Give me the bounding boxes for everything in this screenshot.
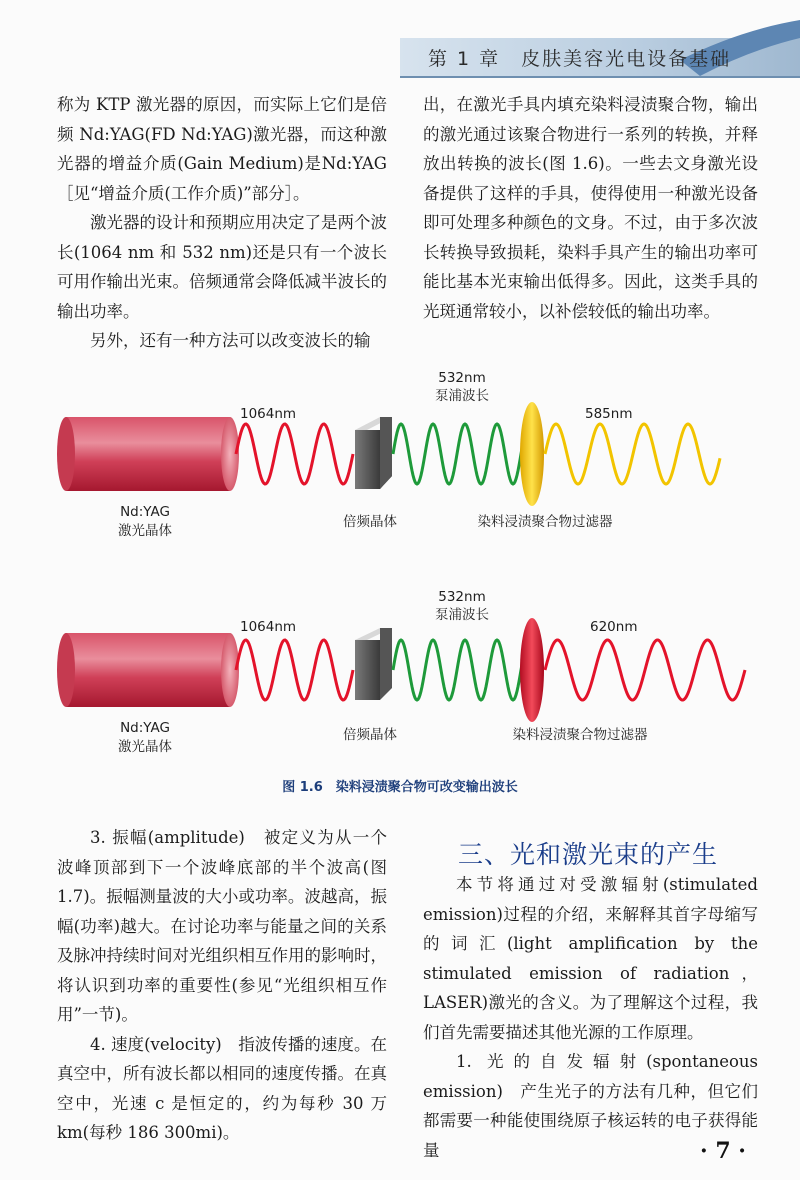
paragraph: 激光器的设计和预期应用决定了是两个波长(1064 nm 和 532 nm)还是只有一个波长可用作输出光束。倍频通常会降低减半波长的输出功率。: [57, 213, 387, 321]
label-crystal-name: Nd:YAG: [120, 504, 170, 520]
label-pump-wavelength: 532nm: [438, 370, 486, 386]
label-filter: 染料浸渍聚合物过滤器: [512, 727, 648, 743]
label-input-wavelength: 1064nm: [240, 619, 297, 635]
label-output-wavelength: 585nm: [585, 406, 633, 422]
diagram-bottom: [57, 618, 745, 722]
nd-yag-crystal: [66, 417, 230, 491]
wave-532nm: [393, 640, 522, 700]
label-doubler: 倍频晶体: [343, 514, 397, 530]
paragraph: 1. 光的自发辐射(spontaneous emission) 产生光子的方法有几种，但它们都需要一种能使围绕原子核运转的电子获得能量: [423, 1052, 758, 1160]
paragraph: 称为 KTP 激光器的原因，而实际上它们是倍频 Nd:YAG(FD Nd:YAG)激光器，而这种激光器的增益介质(Gain Medium)是Nd:YAG［见“增益介质(工作介质)”部分］。: [57, 95, 387, 203]
frequency-doubler-crystal: [355, 417, 392, 489]
label-pump: 泵浦波长: [435, 388, 489, 404]
label-crystal-type: 激光晶体: [118, 523, 172, 539]
left-column-bottom: [57, 823, 387, 1148]
label-filter: 染料浸渍聚合物过滤器: [477, 514, 613, 530]
page-number: · 7 ·: [700, 1138, 746, 1164]
label-crystal-name: Nd:YAG: [120, 720, 170, 736]
wave-1064nm: [236, 640, 353, 700]
paragraph: 出，在激光手具内填充染料浸渍聚合物，输出的激光通过该聚合物进行一系列的转换，并释放出转换的波长(图 1.6)。一些去文身激光设备提供了这样的手具，使得使用一种激光设备即可处理多种颜色的文身。不过，由于多次波长转换导致损耗，染料手具产生的输出功率可能比基本光束输出低得多。因此，这类手具的光斑通常较小，以补偿较低的输出功率。: [423, 95, 758, 321]
wave-1064nm: [236, 424, 353, 484]
dye-polymer-filter: [520, 402, 544, 506]
wave-585nm: [545, 424, 720, 484]
section-heading: 三、光和激光束的产生: [458, 840, 719, 869]
paragraph: 4. 速度(velocity) 指波传播的速度。在真空中，所有波长都以相同的速度传播。在真空中，光速 c 是恒定的，约为每秒 30 万 km(每秒 186 300mi)。: [57, 1034, 387, 1142]
label-pump: 泵浦波长: [435, 607, 489, 623]
right-column-bottom: [423, 870, 758, 1165]
nd-yag-crystal: [66, 633, 230, 707]
dye-polymer-filter: [520, 618, 544, 722]
label-crystal-type: 激光晶体: [118, 739, 172, 755]
label-pump-wavelength: 532nm: [438, 589, 486, 605]
frequency-doubler-crystal: [355, 628, 392, 700]
wave-620nm: [545, 640, 745, 700]
label-doubler: 倍频晶体: [343, 727, 397, 743]
crystal-back-end: [57, 633, 75, 707]
chapter-title: 第 1 章 皮肤美容光电设备基础: [428, 48, 732, 70]
crystal-back-end: [57, 417, 75, 491]
paragraph: 3. 振幅(amplitude) 被定义为从一个波峰顶部到下一个波峰底部的半个波高(图 1.7)。振幅测量波的大小或功率。波越高，振幅(功率)越大。在讨论功率与能量之间的关系及脉冲持续时间对光组织相互作用的影响时，将认识到功率的重要性(参见“光组织相互作用”一节)。: [57, 828, 387, 1024]
label-input-wavelength: 1064nm: [240, 406, 297, 422]
paragraph: 另外，还有一种方法可以改变波长的输: [90, 331, 371, 350]
paragraph: 本节将通过对受激辐射(stimulated emission)过程的介绍，来解释其首字母缩写的词汇(light amplification by the stimulated emission of radiation，LASER)激光的含义。为了理解这个过程，我们首先需要描述其他光源的工作原理。: [423, 875, 758, 1042]
wave-532nm: [393, 424, 522, 484]
label-output-wavelength: 620nm: [590, 619, 638, 635]
figure-caption: 图 1.6 染料浸渍聚合物可改变输出波长: [282, 780, 518, 795]
